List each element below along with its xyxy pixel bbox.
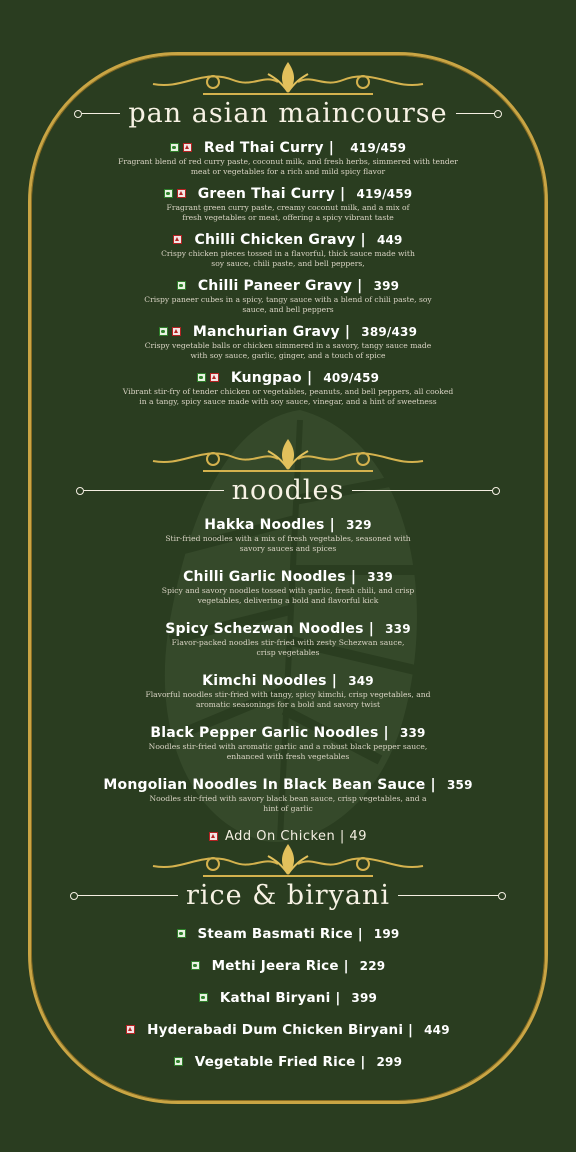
item-description: Stir-fried noodles with a mix of fresh vegetables, seasoned with savory sauces and spices — [165, 534, 411, 553]
item-name: Methi Jeera Rice | — [211, 957, 349, 974]
addon-label: Add On Chicken | 49 — [225, 829, 367, 844]
item-name: Mongolian Noodles In Black Bean Sauce | — [103, 777, 436, 793]
menu-item — [0, 514, 576, 554]
menu-item — [0, 722, 576, 762]
item-price: 449 — [376, 232, 403, 247]
item-name: Chilli Chicken Gravy | — [194, 231, 366, 248]
item-name: Vegetable Fried Rice | — [194, 1053, 366, 1070]
item-description: Fragrant blend of red curry paste, coconut milk, and fresh herbs, simmered with tender meat or vegetables for a rich and mild spicy flavor — [118, 157, 458, 176]
item-description: Spicy and savory noodles tossed with garlic, fresh chili, and crisp vegetables, delivering a bold and flavorful kick — [161, 586, 415, 605]
section-heading: pan asian maincourse — [128, 98, 448, 129]
menu-item — [0, 367, 576, 407]
menu-item — [0, 275, 576, 315]
menu-item — [0, 566, 576, 606]
nonveg-icon — [126, 1025, 135, 1034]
item-name: Chilli Paneer Gravy | — [197, 277, 363, 294]
item-price: 409/459 — [323, 370, 380, 385]
menu-item — [0, 229, 576, 269]
veg-icon — [199, 993, 208, 1002]
section-rice-biryani — [0, 842, 576, 1070]
section-heading: rice & biryani — [185, 880, 391, 911]
menu-item — [0, 987, 576, 1006]
item-name: Kathal Biryani | — [219, 989, 341, 1006]
section-noodles — [0, 437, 576, 845]
item-price: 329 — [346, 518, 372, 532]
veg-icon — [191, 961, 200, 970]
ornament-icon — [143, 437, 433, 477]
ornament-icon — [143, 842, 433, 882]
item-name: Spicy Schezwan Noodles | — [165, 621, 375, 637]
item-price: 449 — [424, 1022, 450, 1037]
item-name: Green Thai Curry | — [197, 185, 346, 202]
item-name: Kimchi Noodles | — [202, 673, 338, 689]
item-price: 299 — [376, 1054, 403, 1069]
menu-item — [0, 618, 576, 658]
item-price: 419/459 — [350, 140, 407, 155]
menu-item — [0, 670, 576, 710]
item-price: 199 — [373, 926, 400, 941]
item-price: 349 — [348, 674, 374, 688]
item-price: 339 — [367, 570, 393, 584]
nonveg-icon — [183, 143, 192, 152]
item-description: Noodles stir-fried with savory black bean sauce, crisp vegetables, and a hint of garlic — [149, 794, 427, 813]
veg-icon — [197, 373, 206, 382]
menu-item — [0, 1051, 576, 1070]
item-price: 419/459 — [356, 186, 413, 201]
veg-icon — [177, 929, 186, 938]
veg-icon — [177, 281, 186, 290]
nonveg-icon — [173, 235, 182, 244]
menu-item — [0, 183, 576, 223]
item-price: 339 — [385, 622, 411, 636]
item-name: Black Pepper Garlic Noodles | — [150, 725, 389, 741]
item-name: Red Thai Curry | — [203, 139, 335, 156]
ornament-icon — [143, 60, 433, 100]
item-price: 229 — [359, 958, 386, 973]
item-description: Vibrant stir-fry of tender chicken or vegetables, peanuts, and bell peppers, all cooked in a tangy, spicy sauce made with soy sauce, vinegar, and a hint of sweetness — [122, 387, 454, 406]
item-price: 339 — [399, 726, 426, 740]
menu-item — [0, 774, 576, 814]
nonveg-icon — [172, 327, 181, 336]
item-description: Crispy paneer cubes in a spicy, tangy sauce with a blend of chili paste, soy sauce, and bell peppers — [144, 295, 432, 314]
item-price: 399 — [351, 990, 378, 1005]
veg-icon — [170, 143, 179, 152]
menu-item — [0, 137, 576, 177]
menu-item — [0, 923, 576, 942]
item-name: Steam Basmati Rice | — [197, 925, 363, 942]
item-name: Hakka Noodles | — [204, 517, 335, 533]
item-name: Kungpao | — [230, 369, 313, 386]
item-name: Chilli Garlic Noodles | — [183, 569, 357, 585]
item-name: Hyderabadi Dum Chicken Biryani | — [147, 1021, 414, 1038]
menu-item — [0, 1019, 576, 1038]
nonveg-icon — [177, 189, 186, 198]
veg-icon — [164, 189, 173, 198]
item-price: 359 — [446, 778, 473, 792]
item-price: 389/439 — [361, 324, 418, 339]
veg-icon — [174, 1057, 183, 1066]
item-description: Flavorful noodles stir-fried with tangy, spicy kimchi, crisp vegetables, and aromatic seasonings for a bold and savory twist — [145, 690, 431, 709]
item-name: Manchurian Gravy | — [192, 323, 351, 340]
menu-item — [0, 321, 576, 361]
menu-item — [0, 955, 576, 974]
item-description: Flavor-packed noodles stir-fried with zesty Schezwan sauce, crisp vegetables — [171, 638, 405, 657]
section-heading: noodles — [231, 475, 345, 506]
item-price: 399 — [373, 278, 400, 293]
nonveg-icon — [209, 832, 218, 841]
item-description: Crispy chicken pieces tossed in a flavorful, thick sauce made with soy sauce, chili paste, and bell peppers, — [161, 249, 415, 268]
item-description: Crispy vegetable balls or chicken simmered in a savory, tangy sauce made with soy sauce, garlic, ginger, and a touch of spice — [144, 341, 432, 360]
item-description: Fragrant green curry paste, creamy coconut milk, and a mix of fresh vegetables or meat, offering a spicy vibrant taste — [166, 203, 410, 222]
veg-icon — [159, 327, 168, 336]
nonveg-icon — [210, 373, 219, 382]
item-description: Noodles stir-fried with aromatic garlic and a robust black pepper sauce, enhanced with fresh vegetables — [148, 742, 428, 761]
section-pan-asian — [0, 60, 576, 407]
